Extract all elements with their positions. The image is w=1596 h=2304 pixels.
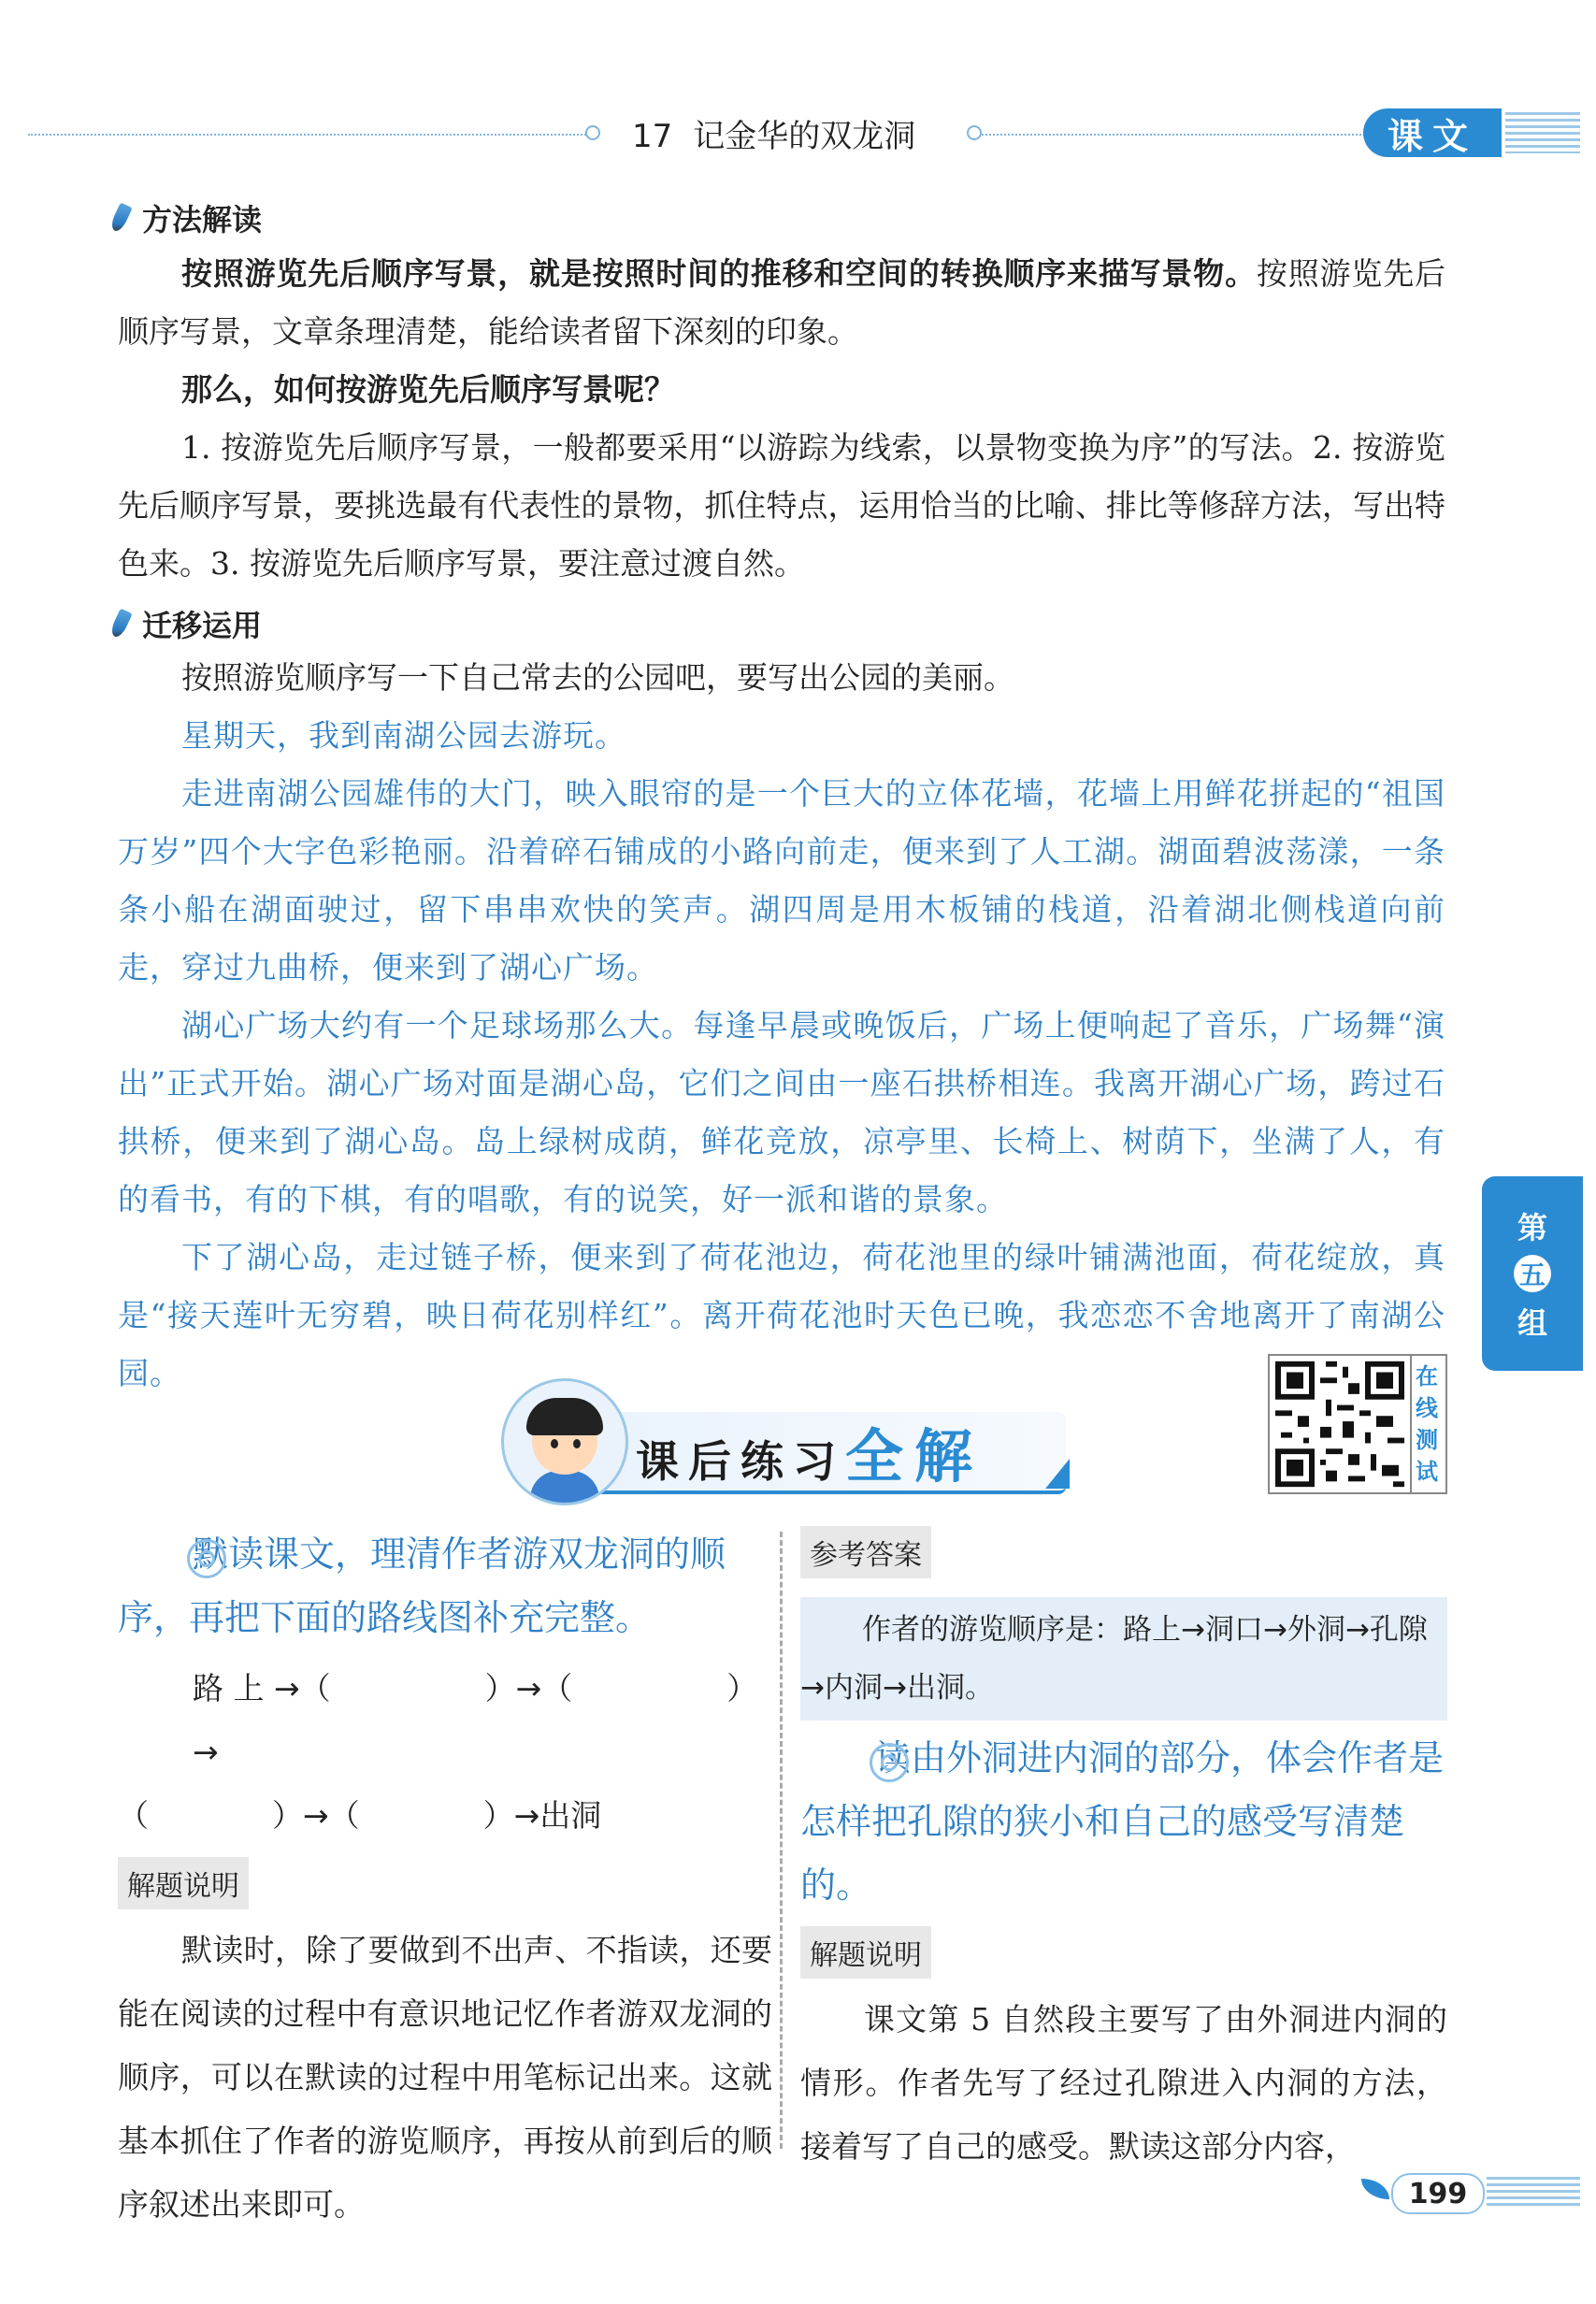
side-tab-number: 五 [1514, 1255, 1551, 1292]
qr-code-icon[interactable] [1268, 1354, 1412, 1494]
header-dotted-line-left [28, 134, 589, 136]
explain-label-1: 解题说明 [118, 1857, 249, 1909]
method-paragraph-1 [118, 245, 1445, 361]
answer-box [800, 1597, 1447, 1721]
lesson-number: 17 [632, 118, 673, 155]
header-dotted-line-right [982, 134, 1365, 136]
online-test-label[interactable] [1408, 1354, 1447, 1494]
transfer-heading [114, 602, 262, 645]
qr-label-char: 测 [1416, 1427, 1438, 1453]
route-line-1: 路 上 →（ ）→（ ）→ [193, 1670, 758, 1770]
footer-stripes [1487, 2177, 1580, 2209]
left-column [118, 1522, 772, 2237]
method-paragraph-2: 那么，如何按游览先后顺序写景呢？ [181, 371, 675, 408]
pen-icon [108, 202, 132, 233]
unit-side-tab [1482, 1176, 1583, 1371]
question-icon [187, 1539, 226, 1578]
banner-tail [1045, 1459, 1070, 1489]
method-heading-text: 方法解读 [142, 202, 263, 238]
qr-label-char: 试 [1416, 1459, 1438, 1485]
method-heading [114, 196, 262, 239]
exercise-2-question-text: 读由外洞进内洞的部分，体会作者是怎样把孔隙的狭小和自己的感受写清楚的。 [800, 1737, 1445, 1906]
transfer-heading-text: 迁移运用 [142, 608, 263, 643]
essay-paragraph-3: 湖心广场大约有一个足球场那么大。每逢早晨或晚饭后，广场上便响起了音乐，广场舞“演出”正式开始。湖心广场对面是湖心岛，它们之间由一座石拱桥相连。我离开湖心广场，跨过石拱桥，便来到了湖心岛。岛上绿树成荫，鲜花竞放，凉亭里、长椅上、树荫下，坐满了人，有的看书，有的下棋，有的唱歌，有的说笑，好一派和谐的景象。 [118, 1007, 1445, 1217]
qr-label-char: 在 [1416, 1363, 1438, 1390]
essay-paragraph-4: 下了湖心岛，走过链子桥，便来到了荷花池边，荷花池里的绿叶铺满池面，荷花绽放，真是“接天莲叶无穷碧，映日荷花别样红”。离开荷花池时天色已晚，我恋恋不舍地离开了南湖公园。 [118, 1239, 1445, 1391]
exercise-1-question-text: 默读课文，理清作者游双龙洞的顺序，再把下面的路线图补充完整。 [118, 1534, 726, 1638]
header-stripes [1505, 112, 1580, 153]
banner-big-text: 全解 [845, 1422, 985, 1490]
section-tag: 课文 [1363, 108, 1502, 157]
header-dot-left [585, 125, 600, 140]
essay-paragraph-2: 走进南湖公园雄伟的大门，映入眼帘的是一个巨大的立体花墙，花墙上用鲜花拼起的“祖国万岁”四个大字色彩艳丽。沿着碎石铺成的小路向前走，便来到了人工湖。湖面碧波荡漾，一条条小船在湖面驶过，留下串串欢快的笑声。湖四周是用木板铺的栈道，沿着湖北侧栈道向前走，穿过九曲桥，便来到了湖心广场。 [118, 775, 1445, 986]
method-p1-bold: 按照游览先后顺序写景，就是按照时间的推移和空间的转换顺序来描写景物。 [181, 255, 1257, 292]
method-paragraph-3: 1. 按游览先后顺序写景，一般都要采用“以游踪为线索，以景物变换为序”的写法。2. 按游览先后顺序写景，要挑选最有代表性的景物，抓住特点，运用恰当的比喻、排比等修辞方法，写出特色来。3. 按游览先后顺序写景，要注意过渡自然。 [118, 429, 1445, 582]
page-title [632, 110, 915, 156]
banner-normal-text: 课后练习 [636, 1436, 845, 1487]
exercise-banner-title [636, 1410, 984, 1493]
exercise-1-explanation: 默读时，除了要做到不出声、不指读，还要能在阅读的过程中有意识地记忆作者游双龙洞的顺序，可以在默读的过程中用笔标记出来。这就基本抓住了作者的游览顺序，再按从前到后的顺序叙述出来即可。 [118, 1932, 772, 2223]
exercise-1-question [118, 1522, 772, 1649]
essay-paragraph-1: 星期天，我到南湖公园去游玩。 [181, 717, 626, 754]
answer-label: 参考答案 [800, 1526, 931, 1578]
route-line-2: （ ）→（ ）→出洞 [118, 1797, 602, 1834]
lesson-title: 记金华的双龙洞 [693, 118, 916, 155]
leaf-icon [1361, 2179, 1389, 2199]
boy-avatar-icon [501, 1378, 628, 1505]
answer-text: 作者的游览顺序是：路上→洞口→外洞→孔隙→内洞→出洞。 [800, 1613, 1428, 1705]
explain-label-2: 解题说明 [800, 1926, 931, 1979]
exercise-2-explanation: 课文第 5 自然段主要写了由外洞进内洞的情形。作者先写了经过孔隙进入内洞的方法，接着写了自己的感受。默读这部分内容， [800, 2001, 1447, 2165]
column-divider [780, 1532, 783, 2149]
pen-icon [108, 608, 132, 639]
side-tab-top: 第 [1517, 1210, 1547, 1246]
qr-label-char: 线 [1416, 1395, 1438, 1421]
page-number: 199 [1391, 2173, 1485, 2214]
side-tab-bottom: 组 [1517, 1305, 1547, 1341]
right-column [800, 1522, 1447, 2179]
question-icon [870, 1743, 909, 1782]
header-dot-right [967, 125, 982, 140]
method-p1-rest: 按照游览先后顺序写景，文章条理清楚，能给读者留下深刻的印象。 [118, 255, 1446, 350]
transfer-prompt: 按照游览顺序写一下自己常去的公园吧，要写出公园的美丽。 [181, 659, 1014, 696]
exercise-2-question [800, 1726, 1447, 1917]
